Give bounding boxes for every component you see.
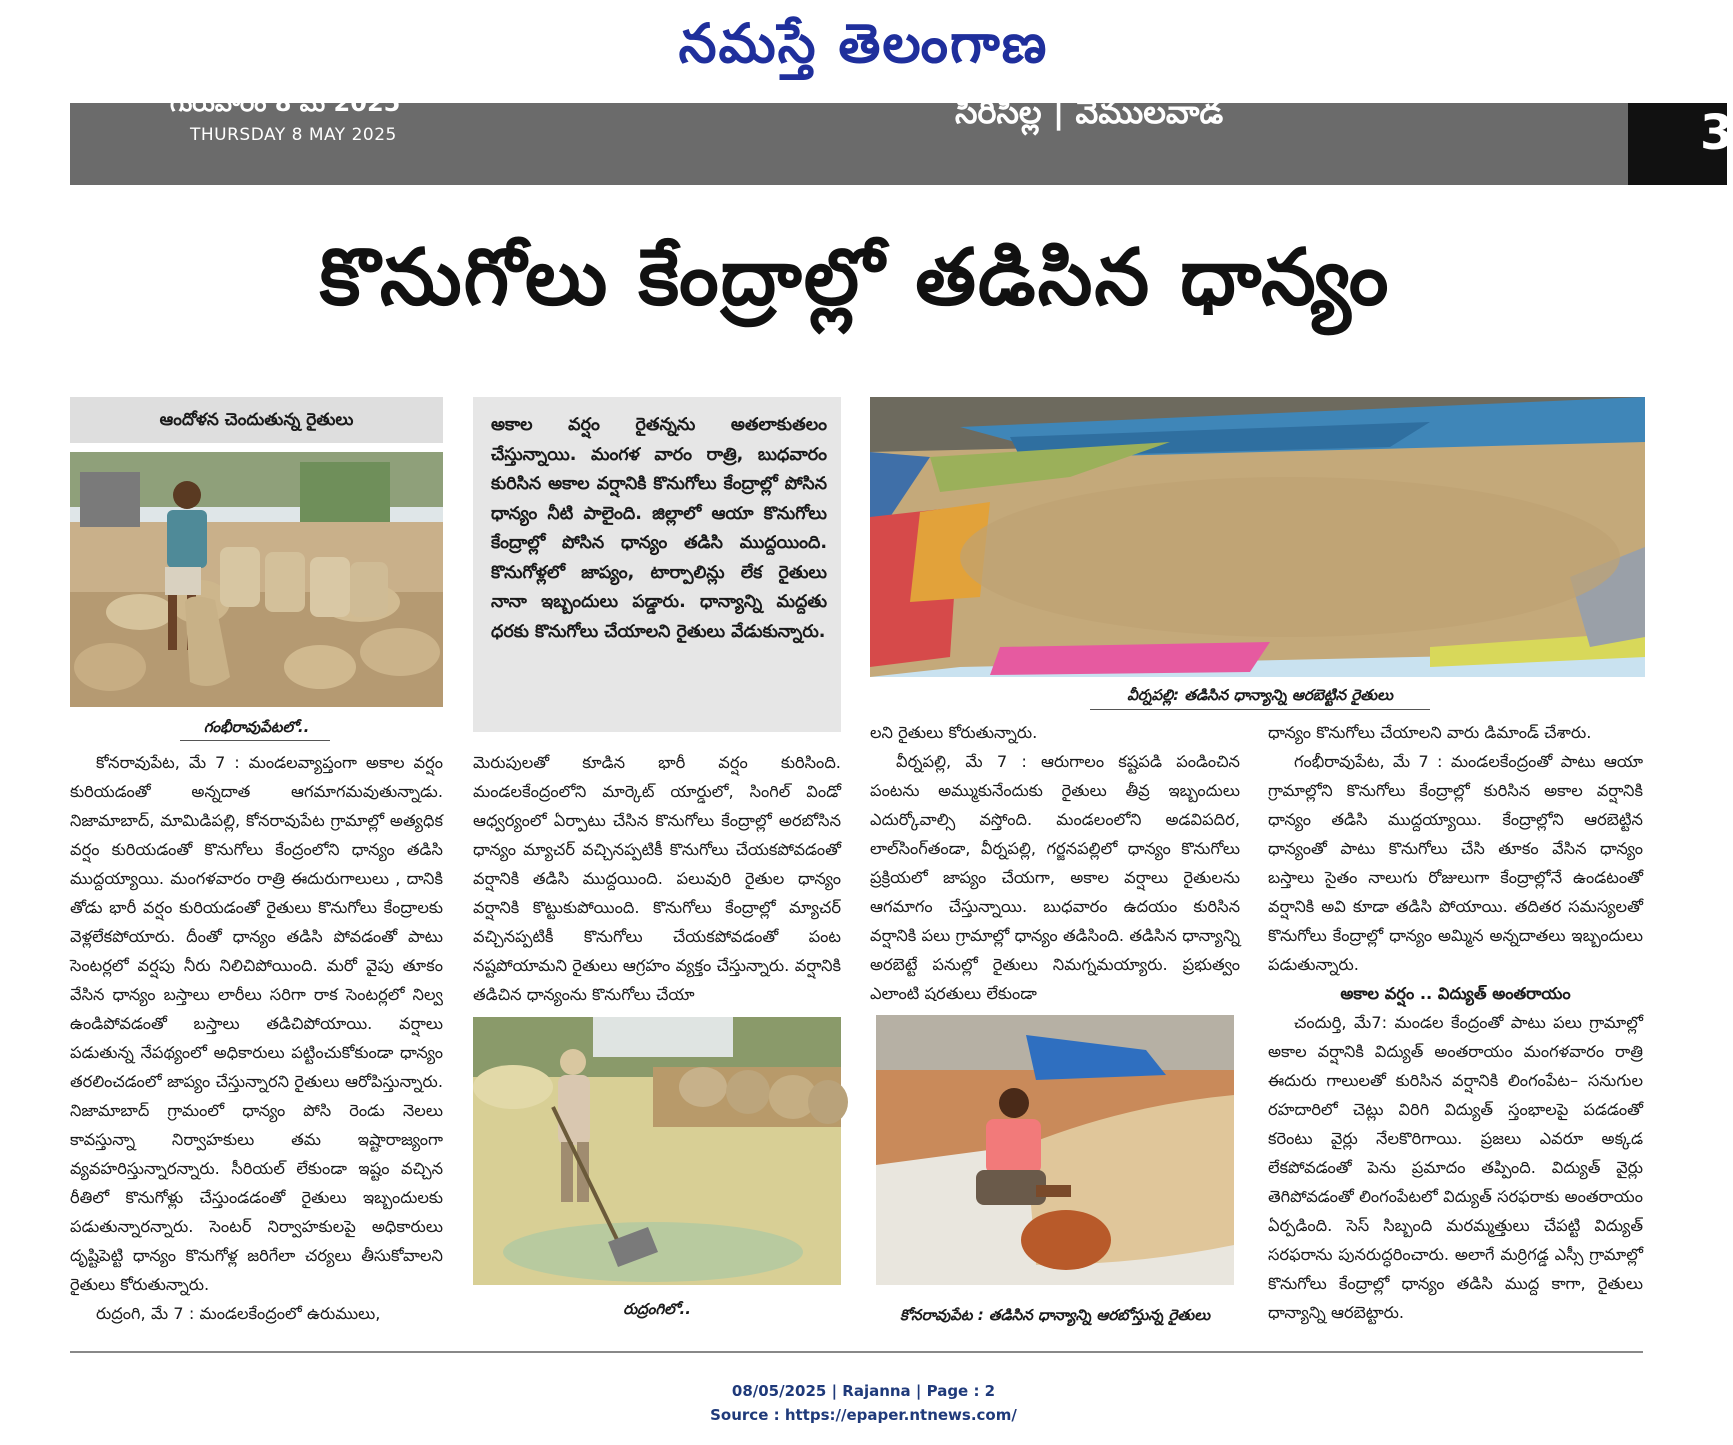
photo-grain-spread [870,397,1645,677]
photo1-caption: గంభీరావుపేటలో.. [203,718,310,736]
photo-man-grain [876,1015,1234,1285]
col1-paragraph-1: కోనరావుపేట, మే 7 : మండలవ్యాప్తంగా అకాల వర్షం కురియడంతో అన్నదాత ఆగమాగమవుతున్నాడు. నిజామాబాద్, మామిడిపల్లి, కోనరావుపేట గ్రామాల్లో అత్యధిక వర్షం కురియడంతో కొనుగోలు కేంద్రంలోని ధాన్యం తడిసి ముద్దయ్యాయి. మంగళవారం రాత్రి ఈదురుగాలులు , దానికి తోడు భారీ వర్షం కురియడంతో రైతులు కొనుగోలు కేంద్రాలకు వెళ్లలేకపోయారు. దీంతో ధాన్యం తడిసి పోవడంతో పాటు సెంటర్లలో వర్షపు నీరు నిలిచిపోయింది. మరో వైపు తూకం వేసిన ధాన్యం బస్తాలు లారీలు సరిగా రాక సెంటర్లలో నిల్వ ఉండిపోవడంతో బస్తాలు తడిచిపోయాయి. వర్షాలు పడుతున్న నేపథ్యంలో అధికారులు పట్టించుకోకుండా ధాన్యం తరలించడంలో జాప్యం చేస్తున్నారని రైతులు ఆరోపిస్తున్నారు. నిజామాబాద్ గ్రామంలో ధాన్యం పోసి రెండు నెలలు కావస్తున్నా నిర్వాహకులు తమ ఇష్టారాజ్యంగా వ్యవహరిస్తున్నారన్నారు. సీరియల్ లేకుండా ఇష్టం వచ్చిన రీతిలో కొనుగోళ్లు చేస్తుండడంతో రైతులు ఇబ్బందులకు పడుతున్నారన్నారు. సెంటర్ నిర్వాహకులపై అధికారులు దృష్టిపెట్టి ధాన్యం కొనుగోళ్ల జరిగేలా చర్యలు తీసుకోవాలని రైతులు కోరుతున్నారు. [70,753,443,1294]
article-column-1 [70,748,443,1328]
photo4-caption: కోనరావుపేట : తడిసిన ధాన్యాన్ని ఆరబోస్తున్న రైతులు [899,1306,1211,1324]
col4-paragraph-3: చందుర్తి, మే7: మండల కేంద్రంతో పాటు పలు గ్రామాల్లో అకాల వర్షానికి విద్యుత్ అంతరాయం మంగళవారం రాత్రి ఈదురు గాలులతో కురిసిన వర్షానికి లింగంపేట– సనుగుల రహదారిలో చెట్లు విరిగి విద్యుత్ స్తంభాలపై పడడంతో కరెంటు వైర్లు నేలకొరిగాయి. ప్రజలు ఎవరూ అక్కడ లేకపోవడంతో పెను ప్రమాదం తప్పింది. విద్యుత్ వైర్లు తెగిపోవడంతో లింగంపేటలో విద్యుత్ సరఫరాకు అంతరాయం ఏర్పడింది. సెస్ సిబ్బంది మరమ్మత్తులు చేపట్టి విద్యుత్ సరఫరాను పునరుద్ధరించారు. అలాగే మర్రిగడ్డ ఎస్సీ గ్రామాల్లో కొనుగోలు కేంద్రాల్లో ధాన్యం తడిసి ముద్ద కాగా, రైతులు ధాన్యాన్ని ఆరబెట్టారు. [1268,1013,1643,1322]
article-column-3 [870,718,1240,1008]
article-column-4 [1268,718,1643,1327]
summary-text: అకాల వర్షం రైతన్నను అతలాకుతలం చేస్తున్నాయి. మంగళ వారం రాత్రి, బుధవారం కురిసిన అకాల వర్షానికి కొనుగోలు కేంద్రాల్లో పోసిన ధాన్యం నీటి పాలైంది. జిల్లాలో ఆయా కొనుగోలు కేంద్రాల్లో పోసిన ధాన్యం తడిసి ముద్దయింది. కొనుగోళ్లలో జాప్యం, టార్పాలిన్లు లేక రైతులు నానా ఇబ్బందులు పడ్డారు. ధాన్యాన్ని మద్దతు ధరకు కొనుగోలు చేయాలని రైతులు వేడుకున్నారు. [491,415,827,642]
photo-woman-shovel [473,1017,841,1285]
date-english: THURSDAY 8 MAY 2025 [190,125,397,145]
col1-paragraph-2: రుద్రంగి, మే 7 : మండలకేంద్రంలో ఉరుములు, [96,1304,381,1323]
sidebar-heading-text: ఆందోళన చెందుతున్న రైతులు [159,410,354,430]
col4-paragraph-1: ధాన్యం కొనుగోలు చేయాలని వారు డిమాండ్ చేశారు. [1268,723,1592,742]
photo1-caption-rule [180,740,330,741]
header-corner-letter: 3 [1700,105,1733,161]
footer-source-link[interactable]: Source : https://epaper.ntnews.com/ [710,1406,1017,1424]
photo2-caption-rule [1090,709,1430,710]
footer-page-info: 08/05/2025 | Rajanna | Page : 2 [731,1382,996,1400]
col4-paragraph-2: గంభీరావుపేట, మే 7 : మండలకేంద్రంతో పాటు ఆయా గ్రామాల్లోని కొనుగోలు కేంద్రాల్లో కురిసిన అకాల వర్షానికి ధాన్యం తడిసి ముద్దయ్యాయి. కేంద్రాల్లోని ఆరబెట్టిన ధాన్యంతో పాటు కొనుగోలు చేసి తూకం వేసిన ధాన్యం బస్తాలు సైతం నాలుగు రోజులుగా కేంద్రాల్లోనే ఉండటంతో వర్షానికి అవి కూడా తడిసి పోయాయి. తదితర సమస్యలతో కొనుగోలు కేంద్రాల్లో ధాన్యం అమ్మిన అన్నదాతలు ఇబ్బందులు పడుతున్నారు. [1268,752,1643,974]
date-telugu: గురువారం 8 మే 2025 [170,89,401,117]
edition-label: సిరిసిల్ల | వేములవాడ [955,93,1224,131]
photo-farmer-sacks [70,452,443,707]
photo2-caption: వీర్నపల్లి: తడిసిన ధాన్యాన్ని ఆరబెట్టిన రైతులు [1127,686,1393,704]
bottom-rule [70,1351,1643,1353]
headline: కొనుగోలు కేంద్రాల్లో తడిసిన ధాన్యం [319,233,1391,323]
col4-subheading: అకాల వర్షం .. విద్యుత్ అంతరాయం [1340,984,1571,1003]
masthead-logo: నమస్తే తెలంగాణ [678,11,1049,75]
col3-paragraph-2: వీర్నపల్లి, మే 7 : ఆరుగాలం కష్టపడి పండించిన పంటను అమ్ముకునేందుకు రైతులు తీవ్ర ఇబ్బందులు ఎదుర్కోవాల్సి వస్తోంది. మండలంలోని అడవిపదిర, లాల్‌సింగ్‌తండా, వీర్నపల్లి, గర్జనపల్లిలో ధాన్యం కొనుగోలు ప్రక్రియలో జాప్యం చేయగా, అకాల వర్షాలు రైతులను ఆగమాగం చేస్తున్నాయి. బుధవారం ఉదయం కురిసిన వర్షానికి పలు గ్రామాల్లో ధాన్యం తడిసింది. తడిసిన ధాన్యాన్ని అరబెట్టే పనుల్లో రైతులు నిమగ్నమయ్యారు. ప్రభుత్వం ఎలాంటి షరతులు లేకుండా [870,752,1240,1003]
sidebar-heading [70,397,443,443]
photo3-caption: రుద్రంగిలో.. [623,1300,691,1318]
summary-box [473,397,841,732]
col3-paragraph-1: లని రైతులు కోరుతున్నారు. [870,723,1038,742]
article-column-2 [473,748,841,1009]
col2-paragraph-1: మెరుపులతో కూడిన భారీ వర్షం కురిసింది. మండలకేంద్రంలోని మార్కెట్ యార్డులో, సింగిల్ విండో ఆధ్వర్యంలో ఏర్పాటు చేసిన కొనుగోలు కేంద్రాల్లో అరబోసిన ధాన్యం మ్యాచర్ వచ్చినప్పటికీ కొనుగోలు చేయకపోవడంతో వర్షానికి తడిసి ముద్దయింది. పలువురి రైతుల ధాన్యం వర్షానికి కొట్టుకుపోయింది. కొనుగోలు కేంద్రాల్లో మ్యాచర్ వచ్చినప్పటికీ కొనుగోలు చేయకపోవడంతో పంట నష్టపోయామని రైతులు ఆగ్రహం వ్యక్తం చేస్తున్నారు. వర్షానికి తడిచిన ధాన్యంను కొనుగోలు చేయా [473,753,841,1004]
